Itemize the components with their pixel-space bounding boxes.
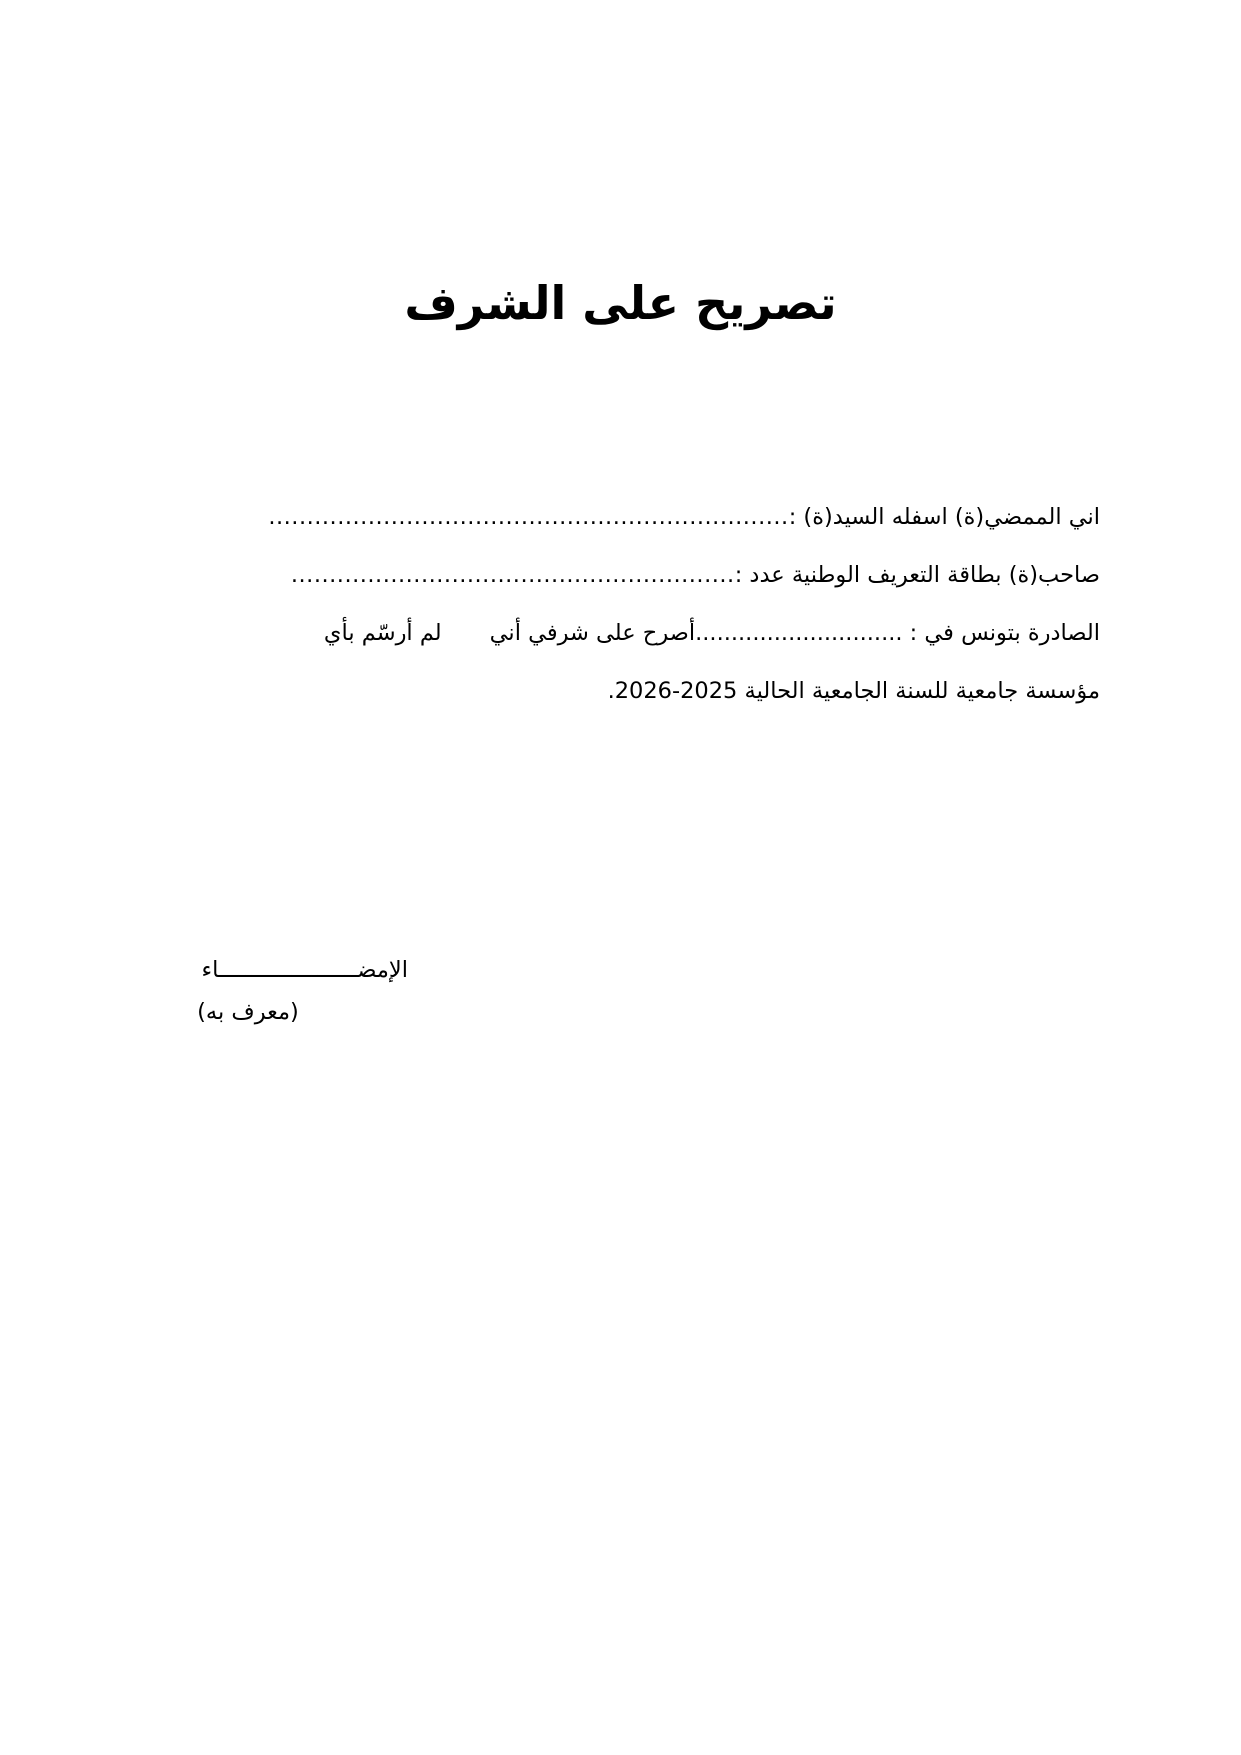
issue-date-blank: ............................. — [695, 620, 903, 646]
signature-certified-note: (معرف به) — [197, 999, 299, 1025]
declarant-name-line — [132, 488, 1100, 546]
declaration-body — [132, 488, 1100, 720]
signature-block — [128, 948, 408, 1032]
id-card-blank: .......................................................... — [290, 562, 735, 588]
institution-line: مؤسسة جامعية للسنة الجامعية الحالية 2025-2026. — [607, 678, 1100, 704]
declarant-name-blank: .................................................................... — [268, 504, 789, 530]
id-card-label: صاحب(ة) بطاقة التعريف الوطنية عدد : — [734, 562, 1100, 588]
issue-place-label: الصادرة بتونس في : — [902, 620, 1100, 646]
declaration-statement-cont: لم أرسّم بأي — [323, 620, 442, 646]
declaration-statement: أصرح على شرفي أني — [489, 620, 696, 646]
document-title: تصريح على الشرف — [404, 276, 837, 330]
issue-date-line — [132, 604, 1100, 662]
signature-label: الإمضـــــــــــــــــــــاء — [201, 957, 408, 983]
declarant-name-label: اني الممضي(ة) اسفله السيد(ة) : — [788, 504, 1100, 530]
id-card-line — [132, 546, 1100, 604]
